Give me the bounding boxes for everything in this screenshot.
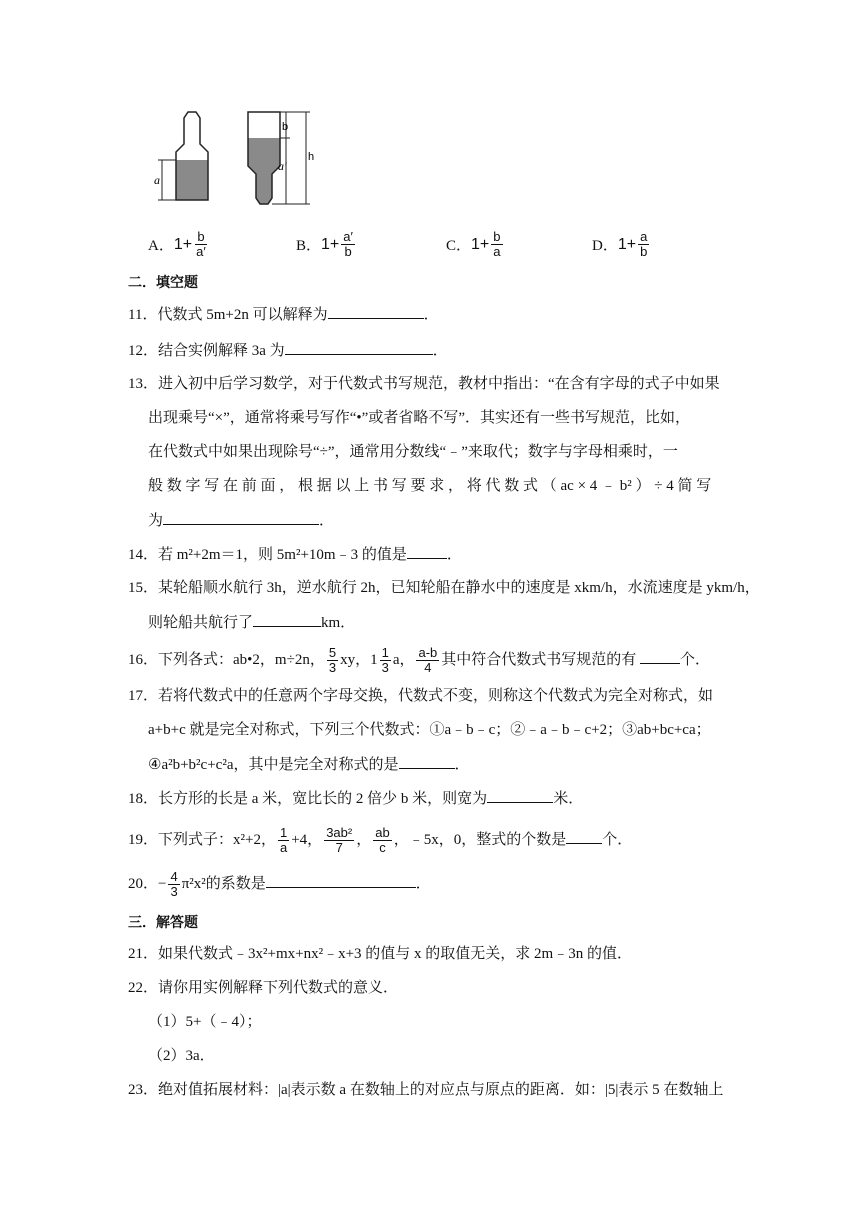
- answer-blank[interactable]: [399, 754, 455, 769]
- question-19: 19．下列式子：x²+2， $\frac{1}{a}$ +4， $\frac{\text{3ab²}}{7}$ ， $\frac{ab}{c}$ ，﹣5x，0，整式的个数是 个．: [128, 825, 633, 855]
- upright-bottle: [154, 112, 208, 200]
- question-18: 18．长方形的长是 a 米，宽比长的 2 倍少 b 米，则宽为 米．: [128, 788, 583, 809]
- option-d-fraction: $\frac{a}{b}$: [640, 229, 648, 259]
- answer-blank[interactable]: [266, 873, 416, 888]
- section-answer: 三．解答题: [128, 914, 198, 930]
- bottle-figure: [148, 108, 328, 208]
- question-22: 22．请你用实例解释下列代数式的意义．: [128, 980, 399, 996]
- option-a-fraction: $\frac{b}{a'}$: [196, 229, 206, 259]
- answer-blank[interactable]: [566, 829, 602, 844]
- question-14: 14．若 m²+2m＝1，则 5m²+10m﹣3 的值是 ．: [128, 544, 462, 565]
- question-16: 16．下列各式：ab•2，m÷2n， $\frac{5}{3}$ xy，1 $\frac{1}{3}$ a， $\frac{a-b}{4}$ 其中符合代数式书写规范的有 个．: [128, 645, 711, 675]
- question-17-line-3: ④a²b+b²c+c²a，其中是完全对称式的是 ．: [148, 754, 470, 775]
- option-a[interactable]: A． 1+ $\frac{b}{a'}$: [148, 229, 206, 259]
- answer-blank[interactable]: [640, 649, 680, 664]
- answer-blank[interactable]: [407, 544, 447, 559]
- answer-blank[interactable]: [328, 304, 424, 319]
- question-17-line-1: 17．若将代数式中的任意两个字母交换，代数式不变，则称这个代数式为完全对称式，如: [128, 688, 714, 704]
- question-22-part-2: （2）3a．: [148, 1048, 215, 1064]
- question-12: 12．结合实例解释 3a 为 ．: [128, 340, 448, 361]
- answer-blank[interactable]: [253, 612, 321, 627]
- question-21: 21．如果代数式﹣3x²+mx+nx²﹣x+3 的值与 x 的取值无关，求 2m﹣3n 的值．: [128, 946, 632, 962]
- question-23: 23．绝对值拓展材料：|a|表示数 a 在数轴上的对应点与原点的距离．如：|5|表示 5 在数轴上: [128, 1082, 724, 1098]
- answer-blank[interactable]: [285, 340, 433, 355]
- question-13-line-4: 般 数 字 写 在 前 面 ， 根 据 以 上 书 写 要 求 ， 将 代 数 式 （ ac × 4 ﹣ b² ） ÷ 4 简 写: [148, 478, 712, 494]
- label-a-prime: a′: [278, 159, 287, 173]
- option-b[interactable]: B． 1+ $\frac{a'}{b}$: [296, 229, 353, 259]
- option-c-fraction: $\frac{b}{a}$: [493, 229, 501, 259]
- answer-blank[interactable]: [163, 510, 319, 525]
- question-17-line-2: a+b+c 就是完全对称式，下列三个代数式：①a﹣b﹣c；②﹣a﹣b﹣c+2；③ab+bc+ca；: [148, 722, 711, 738]
- answer-blank[interactable]: [487, 788, 553, 803]
- option-c[interactable]: C． 1+ $\frac{b}{a}$: [446, 229, 501, 259]
- question-11: 11．代数式 5m+2n 可以解释为 ．: [128, 304, 439, 325]
- label-a: a: [154, 173, 160, 187]
- option-b-fraction: $\frac{a'}{b}$: [343, 229, 353, 259]
- question-13-line-5: 为 ．: [148, 510, 334, 531]
- question-13-line-3: 在代数式中如果出现除号“÷”，通常用分数线“﹣”来取代；数字与字母相乘时，一: [148, 444, 678, 460]
- label-b: b: [282, 121, 289, 133]
- question-20: 20．− $\frac{4}{3}$ π²x²的系数是 ．: [128, 869, 431, 899]
- question-13-line-1: 13．进入初中后学习数学，对于代数式书写规范，教材中指出：“在含有字母的式子中如果: [128, 376, 720, 392]
- section-fill-in: 二．填空题: [128, 274, 198, 290]
- question-13-line-2: 出现乘号“×”，通常将乘号写作“•”或者省略不写”．其实还有一些书写规范，比如，: [148, 410, 691, 426]
- question-22-part-1: （1）5+（﹣4）；: [148, 1014, 262, 1030]
- option-d[interactable]: D． 1+ $\frac{a}{b}$: [592, 229, 648, 259]
- inverted-bottle: [248, 112, 314, 204]
- question-15-line-1: 15．某轮船顺水航行 3h，逆水航行 2h，已知轮船在静水中的速度是 xkm/h，水流速度是 ykm/h，: [128, 580, 760, 596]
- question-15-line-2: 则轮船共航行了 km．: [148, 612, 355, 633]
- label-h: h: [308, 151, 315, 163]
